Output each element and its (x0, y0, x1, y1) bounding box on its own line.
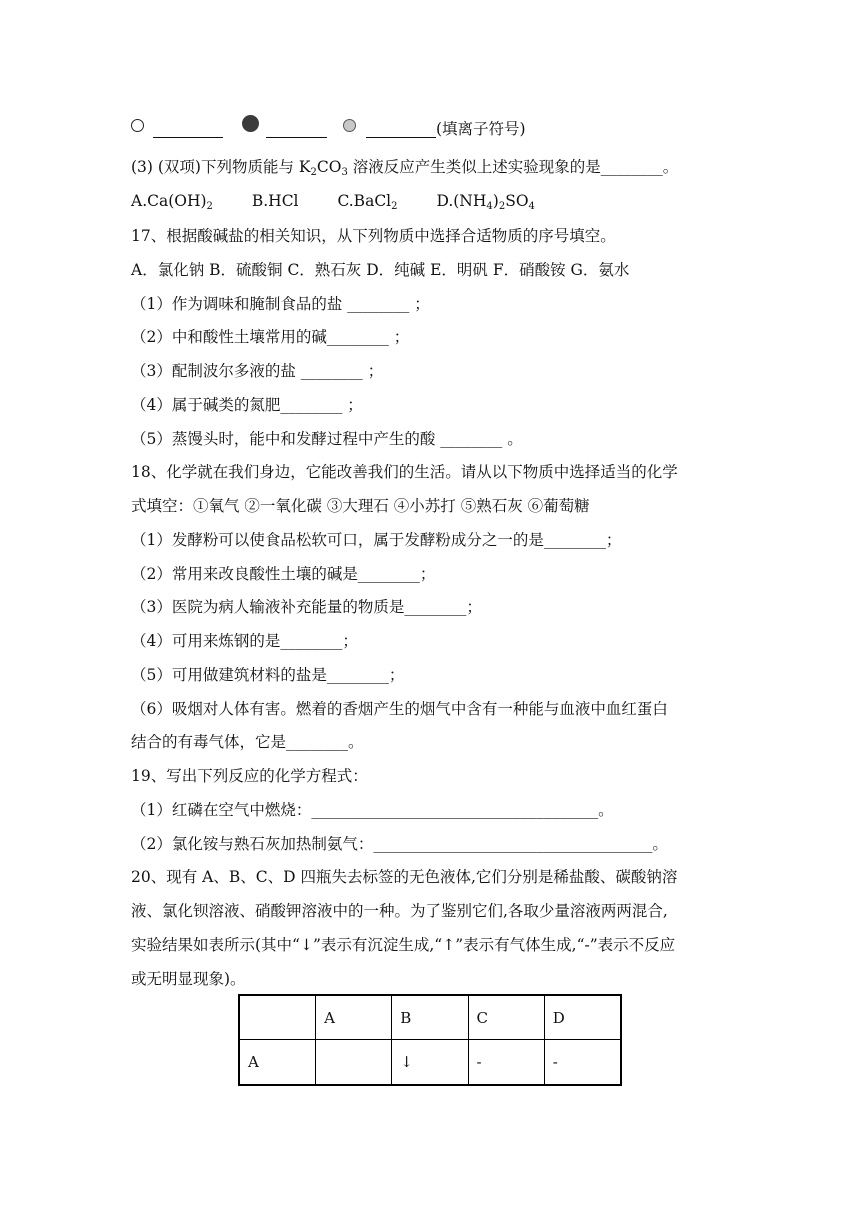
question-20-line-1: 20、现有 A、B、C、D 四瓶失去标签的无色液体,它们分别是稀盐酸、碳酸钠溶 (131, 868, 678, 886)
question-18-item-5: （5）可用做建筑材料的盐是________； (131, 666, 405, 684)
option-a[interactable]: $A.Ca(OH)_2$ (131, 192, 213, 212)
table-header-cell: B (392, 995, 468, 1040)
table-cell: - (468, 1040, 544, 1086)
question-18-item-6-cont: 结合的有毒气体，它是________。 (131, 733, 364, 751)
question-20-line-4: 或无明显现象)。 (131, 970, 246, 988)
table-header-cell: A (316, 995, 392, 1040)
question-18-item-6: （6）吸烟对人体有害。燃着的香烟产生的烟气中含有一种能与血液中血红蛋白 (131, 700, 668, 718)
question-19-stem: 19、写出下列反应的化学方程式： (131, 767, 368, 785)
answer-blank-2[interactable] (266, 121, 327, 142)
open-circle-icon (131, 119, 144, 132)
question-18-stem: 18、化学就在我们身边，它能改善我们的生活。请从以下物质中选择适当的化学 (131, 463, 678, 481)
option-c[interactable]: C.BaCl$_2$ (337, 192, 398, 212)
question-18-item-2: （2）常用来改良酸性土壤的碱是________； (131, 565, 436, 583)
table-cell (316, 1040, 392, 1086)
results-table (238, 994, 622, 1086)
question-3-options (131, 191, 760, 211)
table-cell: ↓ (392, 1040, 468, 1086)
question-17-item-4: （4）属于碱类的氮肥________ ； (131, 396, 363, 414)
question-19-item-2: （2）氯化铵与熟石灰加热制氨气：____________________________________。 (131, 835, 668, 853)
question-20-line-2: 液、氯化钡溶液、硝酸钾溶液中的一种。为了鉴别它们,各取少量溶液两两混合, (131, 902, 668, 920)
option-d[interactable]: $D.(NH_4)_2SO_4$ (436, 192, 535, 212)
table-row (239, 1040, 621, 1086)
table-cell: A (239, 1040, 316, 1086)
answer-blank-1[interactable] (153, 121, 223, 142)
filled-circle-icon (242, 115, 259, 132)
gray-circle-icon (343, 119, 356, 132)
table-cell: - (544, 1040, 621, 1086)
question-17-item-1: （1）作为调味和腌制食品的盐 ________ ； (131, 295, 430, 313)
question-20-line-3: 实验结果如表所示(其中“↓”表示有沉淀生成,“↑”表示有气体生成,“-”表示不反应 (131, 936, 676, 954)
table-header-cell: D (544, 995, 621, 1040)
question-3-stem: (3) (双项)下列物质能与 $K_2CO_3$ 溶液反应产生类似上述实验现象的是________。 (131, 158, 679, 178)
question-18-item-4: （4）可用来炼钢的是________； (131, 632, 358, 650)
question-17-stem: 17、根据酸碱盐的相关知识，从下列物质中选择合适物质的序号填空。 (131, 227, 616, 245)
question-18-item-1: （1）发酵粉可以使食品松软可口，属于发酵粉成分之一的是________； (131, 531, 622, 549)
answer-blank-3[interactable] (366, 121, 436, 142)
question-18-choices: 式填空：①氧气 ②一氧化碳 ③大理石 ④小苏打 ⑤熟石灰 ⑥葡萄糖 (131, 497, 590, 515)
question-19-item-1: （1）红磷在空气中燃烧：_____________________________________。 (131, 801, 614, 819)
question-17-item-2: （2）中和酸性土壤常用的碱________ ； (131, 328, 410, 346)
question-17-options: A．氯化钠 B．硫酸铜 C．熟石灰 D．纯碱 E．明矾 F．硝酸铵 G．氨水 (131, 261, 630, 279)
ion-symbol-note: (填离子符号) (436, 120, 526, 138)
option-b[interactable]: B.HCl (251, 192, 299, 210)
question-18-item-3: （3）医院为病人输液补充能量的物质是________； (131, 598, 482, 616)
table-header-row (239, 995, 621, 1040)
question-17-item-3: （3）配制波尔多液的盐 ________ ； (131, 362, 384, 380)
question-17-item-5: （5）蒸馒头时，能中和发酵过程中产生的酸 ________ 。 (131, 430, 523, 448)
table-header-cell (239, 995, 316, 1040)
table-header-cell: C (468, 995, 544, 1040)
ion-blanks-row (131, 113, 631, 139)
